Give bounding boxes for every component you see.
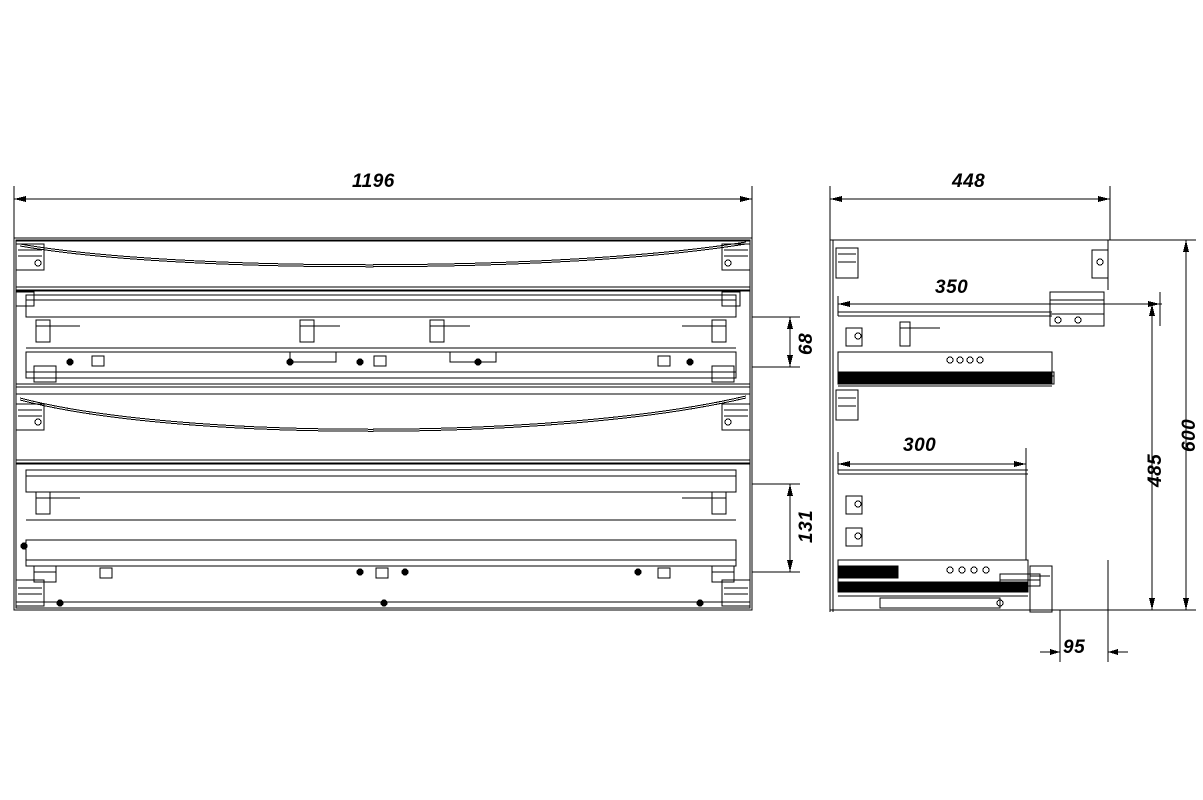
front-cabinet-outline [14, 238, 752, 610]
front-lower-drawer [16, 394, 750, 492]
dim-label-upper-drawer-depth: 350 [935, 277, 969, 298]
side-lower-drawer [838, 448, 1052, 612]
dim-448 [830, 186, 1110, 240]
side-cabinet-outline [830, 240, 1110, 612]
front-upper-hardware [16, 244, 750, 387]
front-upper-drawer [16, 241, 750, 317]
front-lower-hardware [16, 404, 750, 606]
dim-131 [752, 484, 800, 572]
dim-label-side-height: 600 [1179, 418, 1200, 452]
side-upper-drawer [836, 248, 1108, 420]
dim-label-lower-drawer-height: 131 [796, 509, 817, 543]
dim-label-side-depth: 448 [952, 171, 986, 192]
dim-label-lower-drawer-depth: 300 [903, 435, 937, 456]
dim-68 [752, 317, 800, 367]
dim-label-bottom-offset: 95 [1063, 637, 1086, 658]
dim-350 [838, 292, 1160, 326]
dim-label-side-inner-height: 485 [1145, 453, 1166, 487]
dim-label-upper-drawer-height: 68 [796, 332, 817, 355]
dim-label-front-width: 1196 [352, 171, 395, 192]
dim-1196 [14, 186, 752, 240]
